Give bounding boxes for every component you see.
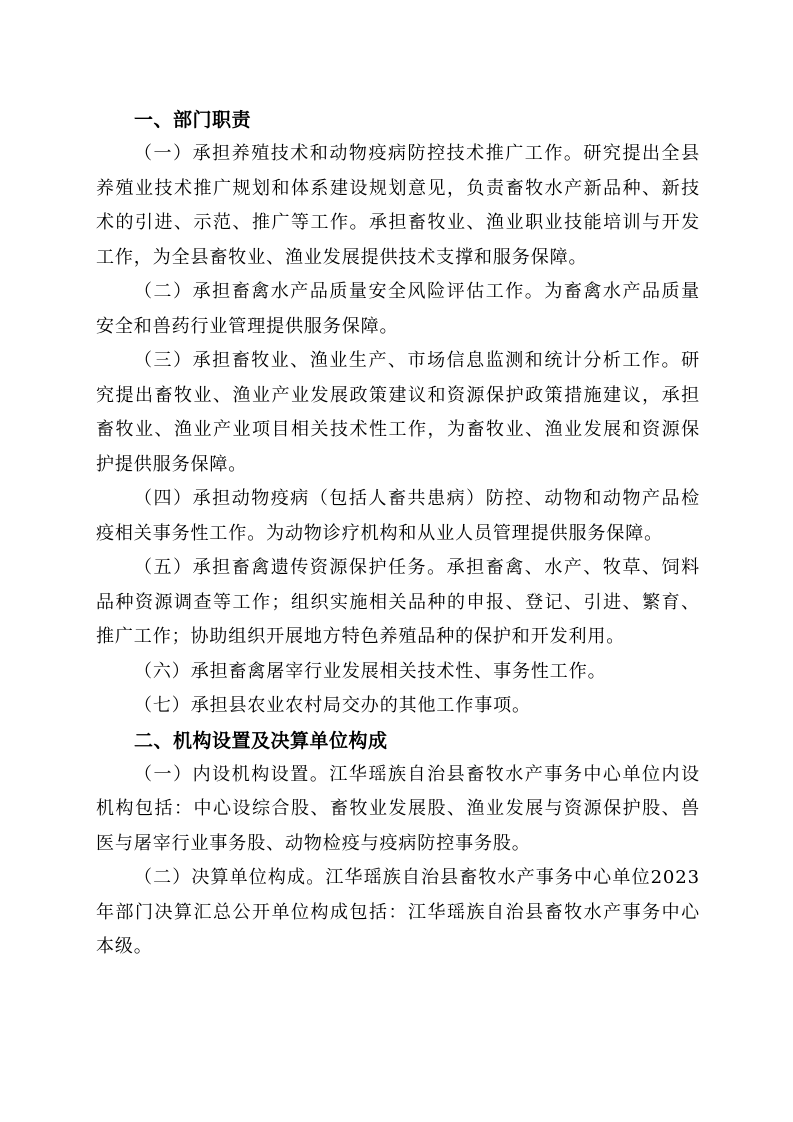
section-heading-duties: 一、部门职责 <box>134 109 252 131</box>
duty-paragraph-2: （二）承担畜禽水产品质量安全风险评估工作。为畜禽水产品质量安全和兽药行业管理提供服务保障。 <box>96 281 700 337</box>
document-body <box>96 103 700 965</box>
duty-paragraph-7: （七）承担县农业农村局交办的其他工作事项。 <box>134 695 531 716</box>
duty-paragraph-6: （六）承担畜禽屠宰行业发展相关技术性、事务性工作。 <box>134 660 607 682</box>
duty-paragraph-1: （一）承担养殖技术和动物疫病防控技术推广工作。研究提出全县养殖业技术推广规划和体系建设规划意见，负责畜牧水产新品种、新技术的引进、示范、推广等工作。承担畜牧业、渔业职业技能培训与开发工作，为全县畜牧业、渔业发展提供技术支撑和服务保障。 <box>96 143 700 268</box>
structure-paragraph-2: （二）决算单位构成。江华瑶族自治县畜牧水产事务中心单位2023年部门决算汇总公开单位构成包括：江华瑶族自治县畜牧水产事务中心本级。 <box>96 867 700 957</box>
section-heading-structure: 二、机构设置及决算单位构成 <box>134 729 388 752</box>
duty-paragraph-3: （三）承担畜牧业、渔业生产、市场信息监测和统计分析工作。研究提出畜牧业、渔业产业发展政策建议和资源保护政策措施建议，承担畜牧业、渔业产业项目相关技术性工作，为畜牧业、渔业发展和资源保护提供服务保障。 <box>96 350 700 475</box>
duty-paragraph-5: （五）承担畜禽遗传资源保护任务。承担畜禽、水产、牧草、饲料品种资源调查等工作；组织实施相关品种的申报、登记、引进、繁育、推广工作；协助组织开展地方特色养殖品种的保护和开发利用。 <box>96 557 700 647</box>
structure-paragraph-1: （一）内设机构设置。江华瑶族自治县畜牧水产事务中心单位内设机构包括：中心设综合股、畜牧业发展股、渔业发展与资源保护股、兽医与屠宰行业事务股、动物检疫与疫病防控事务股。 <box>96 763 700 854</box>
duty-paragraph-4: （四）承担动物疫病（包括人畜共患病）防控、动物和动物产品检疫相关事务性工作。为动物诊疗机构和从业人员管理提供服务保障。 <box>96 488 700 544</box>
